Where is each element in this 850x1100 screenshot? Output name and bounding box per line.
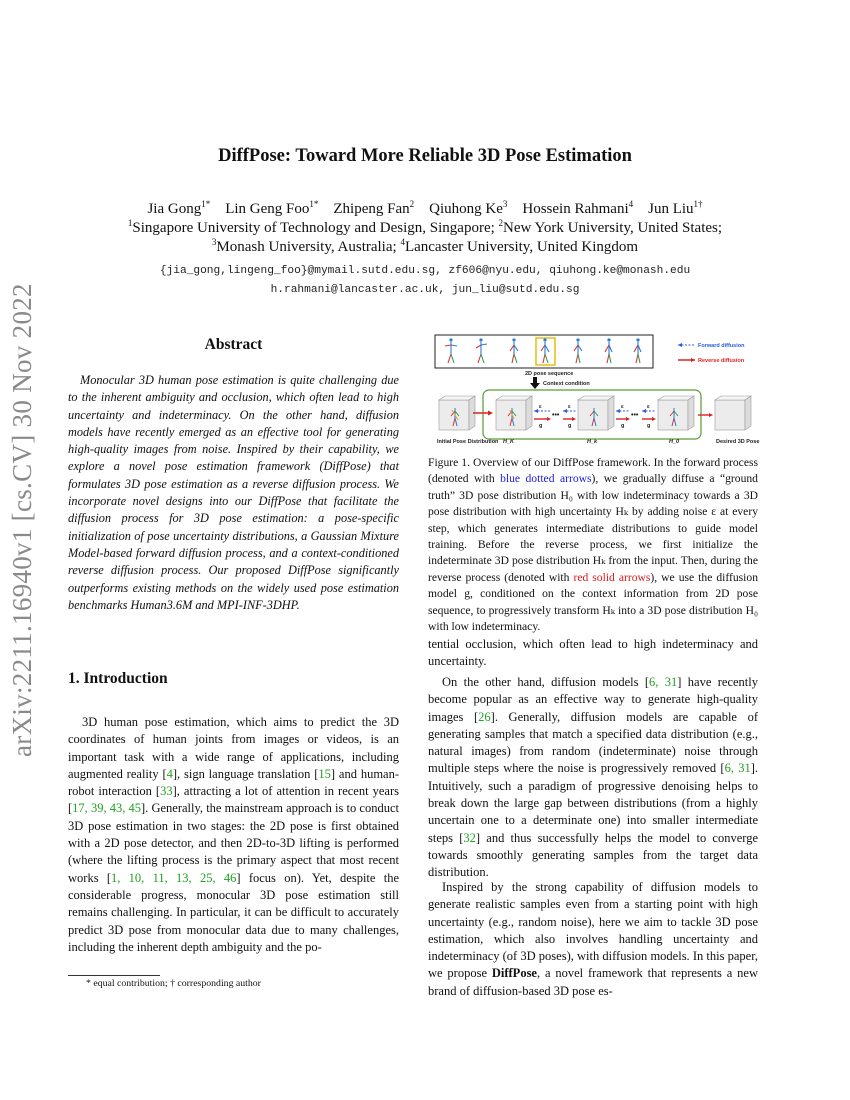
label-initial-pose: Initial Pose Distribution [437, 439, 499, 445]
label-context-condition: Context condition [543, 381, 590, 387]
citation-link[interactable]: 1, 10, 11, 13, 25, 46 [111, 870, 237, 885]
label-g: g [647, 423, 651, 429]
author-name: Jia Gong [147, 201, 202, 217]
section-heading-introduction: 1. Introduction [68, 670, 168, 687]
author-names: Jia Gong$^{1*}$ Lin Geng Foo$^{1*}$ Zhipeng Fan$^2$ Qiuhong Ke$^3$ Hossein Rahmani$^4$ Jun Liu$^{1\dagger}$ [147, 199, 703, 217]
affiliation-line: $^1$Singapore University of Technology and Design, Singapore; $^2$New York University, United States; [127, 218, 723, 236]
down-arrow [530, 383, 540, 389]
author-name: Hossein Rahmani [522, 201, 629, 217]
footnote: * equal contribution; † corresponding author [86, 978, 261, 989]
email-line: h.rahmani@lancaster.ac.uk, jun_liu@sutd.edu.sg [270, 284, 580, 296]
paper-title: DiffPose: Toward More Reliable 3D Pose Estimation [218, 146, 632, 166]
abstract-heading: Abstract [204, 336, 263, 353]
footnote-rule [68, 975, 160, 976]
right-paragraph: Inspired by the strong capability of diffusion models to generate realistic samples even from a starting point with high uncertainty (e.g., random noise), here we aim to tackle 3D pose estimation, which also involves handling uncertainty and indeterminacy (of 3D poses), with diffusion models. In this paper, we propose DiffPose, a novel framework that represents a new brand of diffusion-based 3D pose es- [428, 880, 758, 998]
label-epsilon: ε [647, 404, 650, 410]
label-epsilon: ε [568, 404, 571, 410]
figure-1-diagram [433, 333, 760, 458]
author-block [0, 200, 850, 257]
author-name: Zhipeng Fan [333, 201, 410, 217]
label-hk-step: H_k [587, 439, 598, 445]
abstract-text: Monocular 3D human pose estimation is quite challenging due to the inherent ambiguity and occlusion, which often lead to high uncertainty and indeterminacy. On the other hand, diffusion models have recently emerged as an effective tool for generating high-quality images from noise. Inspired by their capability, we explore a novel pose estimation framework (DiffPose) that formulates 3D pose estimation as a reverse diffusion process. We incorporate novel designs into our DiffPose that facilitate the diffusion process for 3D pose estimation: a pose-specific initialization of pose uncertainty distributions, a Gaussian Mixture Model-based forward diffusion process, and a context-conditioned reverse diffusion process. Our proposed DiffPose significantly outperforms existing methods on the widely used pose estimation benchmarks Human3.6M and MPI-INF-3DHP. [68, 373, 399, 612]
legend-forward-label: Forward diffusion [698, 343, 745, 349]
affiliation-line: $^3$Monash University, Australia; $^4$Lancaster University, United Kingdom [211, 237, 639, 255]
citation-link[interactable]: 6, 31 [649, 675, 678, 689]
citation-link[interactable]: 33 [160, 784, 173, 799]
citation-link[interactable]: 15 [318, 766, 331, 781]
label-epsilon: ε [539, 404, 542, 410]
label-g: g [568, 423, 572, 429]
label-desired-pose: Desired 3D Pose [716, 439, 760, 445]
label-g: g [621, 423, 625, 429]
citation-link[interactable]: 17, 39, 43, 45 [72, 801, 142, 816]
citation-link[interactable]: 32 [463, 830, 476, 845]
label-hk: H_K [503, 439, 515, 445]
citation-link[interactable]: 6, 31 [724, 761, 751, 776]
right-paragraph: On the other hand, diffusion models [6, 31] have recently become popular as an effective way to generate high-quality images [26]. Generally, diffusion models are capable of generating samples that match a specified data distribution (e.g., natural images) from random (indeterminate) noise through multiple steps where the noise is progressively removed [6, 31]. Intuitively, such a paradigm of progressive denoising helps to break down the large gap between distributions (from a highly uncertain one to a determinate one) into smaller intermediate steps [32] and thus successfully helps the model to converge towards smoothly generating samples from the target data distribution. [428, 675, 759, 880]
pose-skeletons-2d [445, 338, 641, 363]
citation-link[interactable]: 4 [166, 766, 173, 781]
author-name: Jun Liu [648, 201, 694, 217]
label-h0: H_0 [669, 439, 680, 445]
ellipsis-dots: ••• [552, 412, 560, 419]
author-name: Lin Geng Foo [225, 201, 310, 217]
email-line: {jia_gong,lingeng_foo}@mymail.sutd.edu.sg, zf606@nyu.edu, qiuhong.ke@monash.edu [159, 265, 691, 277]
label-g: g [539, 423, 543, 429]
label-2d-pose-sequence: 2D pose sequence [525, 371, 574, 377]
author-name: Qiuhong Ke [429, 201, 503, 217]
citation-link[interactable]: 26 [478, 709, 491, 724]
legend-reverse-label: Reverse diffusion [698, 358, 745, 364]
arxiv-identifier-stamp: arXiv:2211.16940v1 [cs.CV] 30 Nov 2022 [7, 283, 37, 757]
ellipsis-dots: ••• [631, 412, 639, 419]
figure-1-caption: Figure 1. Overview of our DiffPose framework. In the forward process (denoted with blue dotted arrows), we gradually diffuse a “ground truth” 3D pose distribution H₀ with low indeterminacy towards a 3D pose distribution with high uncertainty Hₖ by adding noise ε at every step, which generates intermediate distributions to guide model training. Before the reverse process, we first initialize the indeterminate 3D pose distribution Hₖ from the input. Then, during the reverse process (denoted with red solid arrows), we use the diffusion model g, conditioned on the context information from 2D pose sequence, to progressively transform Hₖ into a 3D pose distribution H₀ with low indeterminacy. [428, 456, 758, 634]
intro-paragraph: 3D human pose estimation, which aims to predict the 3D coordinates of human joints from images or videos, is an important task with a wide range of applications, including augmented reality [4], sign language translation [15] and human-robot interaction [33], attracting a lot of attention in recent years [17, 39, 43, 45]. Generally, the mainstream approach is to conduct 3D pose estimation in two stages: the 2D pose is first obtained with a 2D pose detector, and then 2D-to-3D lifting is performed (where the lifting process is the primary aspect that most recent works [1, 10, 11, 13, 25, 46] focus on). Yet, despite the considerable progress, monocular 3D pose estimation still remains challenging. In particular, it can be difficult to accurately predict 3D pose from monocular data due to many challenges, including the inherent depth ambiguity and the po- [68, 715, 400, 954]
email-block [0, 262, 850, 300]
right-paragraph: tential occlusion, which often lead to high indeterminacy and uncertainty. [428, 637, 758, 669]
label-epsilon: ε [621, 404, 624, 410]
